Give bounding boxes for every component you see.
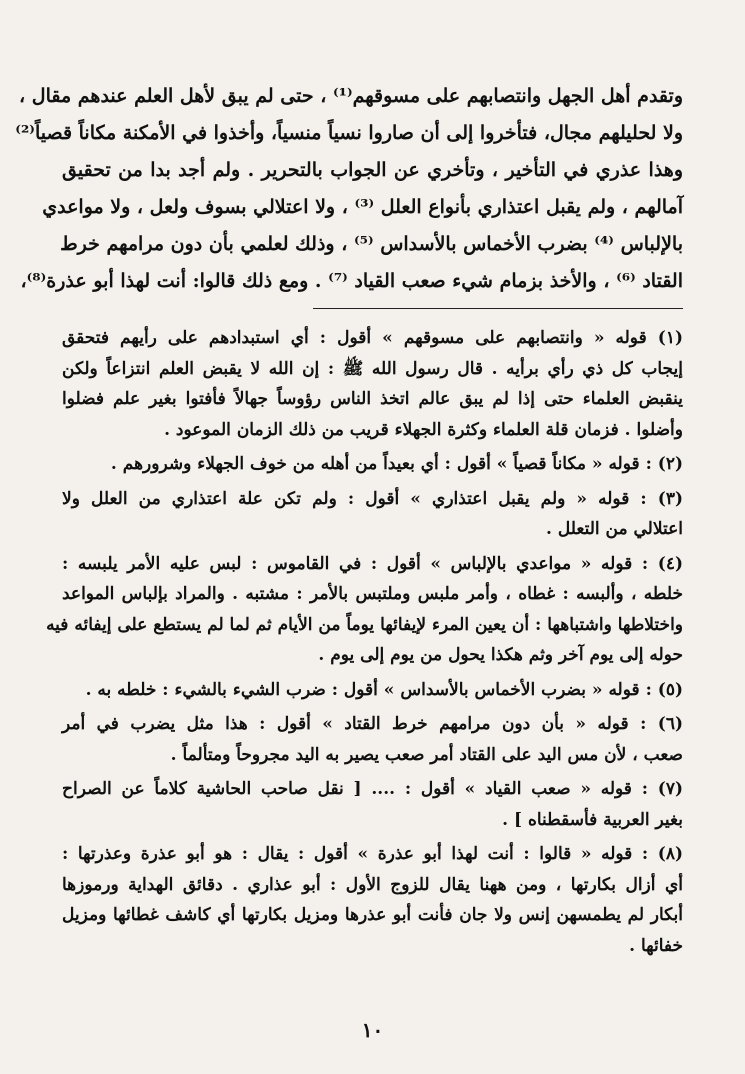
footnote-line: أي أزال بكارتها ، ومن ههنا يقال للزوج الأول : أبو عذاري . دقائق الهداية ورموزها	[62, 874, 683, 895]
footnote-line: (٧) : قوله « صعب القياد » أقول : .... [ نقل صاحب الحاشية كلاماً عن الصراح	[62, 779, 683, 799]
footnote-line: (٥) : قوله « بضرب الأخماس بالأسداس » أقول : ضرب الشيء بالشيء : خلطه به .	[85, 679, 683, 700]
main-text-line: وتقدم أهل الجهل وانتصابهم على مسوقهم⁽¹⁾ ، حتى لم يبق لأهل العلم عندهم مقال ،	[19, 85, 683, 107]
footnote-line: (٤) : قوله « مواعدي بالإلباس » أقول : في القاموس : لبس عليه الأمر يلبسه :	[62, 553, 683, 574]
footnote-7	[62, 774, 683, 835]
main-text-line: القتاد ⁽⁶⁾ ، والأخذ بزمام شيء صعب القياد ⁽⁷⁾ . ومع ذلك قالوا: أنت لهذا أبو عذرة⁽⁸⁾،	[20, 270, 683, 292]
page-number: ١٠	[361, 1018, 384, 1042]
footnote-4	[46, 549, 683, 671]
main-text-line: ولا لحليلهم مجال، فتأخروا إلى أن صاروا نسياً منسياً، وأخذوا في الأمكنة مكاناً قصياً⁽²⁾	[15, 122, 683, 144]
main-text-line: بالإلباس ⁽⁴⁾ بضرب الأخماس بالأسداس ⁽⁵⁾ ، وذلك لعلمي بأن دون مرامهم خرط	[60, 233, 683, 255]
footnote-line: اعتلالي من التعلل .	[546, 519, 683, 539]
footnote-3	[62, 484, 683, 545]
footnote-line: خفائها .	[629, 935, 683, 956]
footnote-1	[62, 323, 683, 445]
footnote-line: (٨) : قوله « قالوا : أنت لهذا أبو عذرة » أقول : يقال : هو أبو عذرة وعذرتها :	[62, 844, 683, 864]
footnote-line: واختلاطها واشتباهها : أن يعين المرء لإيفائها يوماً من الأيام ثم لما لم يستطع على إيفائه فيه	[46, 614, 683, 635]
footnotes	[46, 323, 683, 961]
footnote-5	[62, 675, 683, 706]
footnote-8	[62, 839, 683, 961]
footnote-line: بغير العربية فأسقطناه ] .	[502, 809, 683, 830]
main-text	[15, 78, 683, 300]
footnote-line: صعب ، لأن مس اليد على القتاد أمر صعب يصير به اليد مجروحاً ومتألماً .	[170, 744, 683, 765]
footnote-line: أبكار لم يطمسهن إنس ولا جان فأنت أبو عذرها ومزيل بكارتها أي كاشف غطائها ومزيل	[62, 905, 683, 925]
footnote-line: خلطه ، وألبسه : غطاه ، وأمر ملبس وملتبس بالأمر : مشتبه . والمراد بإلباس المواعد	[62, 584, 683, 604]
main-text-line: آمالهم ، ولم يقبل اعتذاري بأنواع العلل ⁽³⁾ ، ولا اعتلالي بسوف ولعل ، ولا مواعدي	[42, 196, 683, 218]
footnote-line: (٢) : قوله « مكاناً قصياً » أقول : أي بعيداً من أهله من خوف الجهلاء وشرورهم .	[110, 454, 683, 474]
footnote-2	[62, 449, 683, 480]
footnote-line: (٦) : قوله « بأن دون مرامهم خرط القتاد » أقول : هذا مثل يضرب في أمر	[62, 714, 683, 734]
footnote-divider	[313, 308, 683, 309]
footnote-line: (٣) : قوله « ولم يقبل اعتذاري » أقول : ولم تكن علة اعتذاري من العلل ولا	[62, 488, 683, 509]
footnote-line: (١) قوله « وانتصابهم على مسوقهم » أقول : أي استبدادهم على رأيهم فتحقق	[62, 328, 683, 348]
footnote-line: حوله إلى يوم آخر وثم هكذا يحول من يوم إلى يوم .	[318, 645, 683, 665]
footnote-line: ينقبض العلماء حتى إذا لم يبق عالم اتخذ الناس رؤوساً جهالاً فأفتوا بغير علم فضلوا	[62, 389, 683, 409]
footnote-line: وأضلوا . فزمان قلة العلماء وكثرة الجهلاء قريب من ذلك الزمان الموعود .	[164, 419, 683, 440]
footnote-6	[62, 709, 683, 770]
footnote-line: إيجاب كل ذي رأي برأيه . قال رسول الله ﷺ : إن الله لا يقبض العلم انتزاعاً ولكن	[62, 358, 683, 379]
main-text-line: وهذا عذري في التأخير ، وتأخري عن الجواب بالتحرير . ولم أجد بدا من تحقيق	[62, 159, 683, 181]
